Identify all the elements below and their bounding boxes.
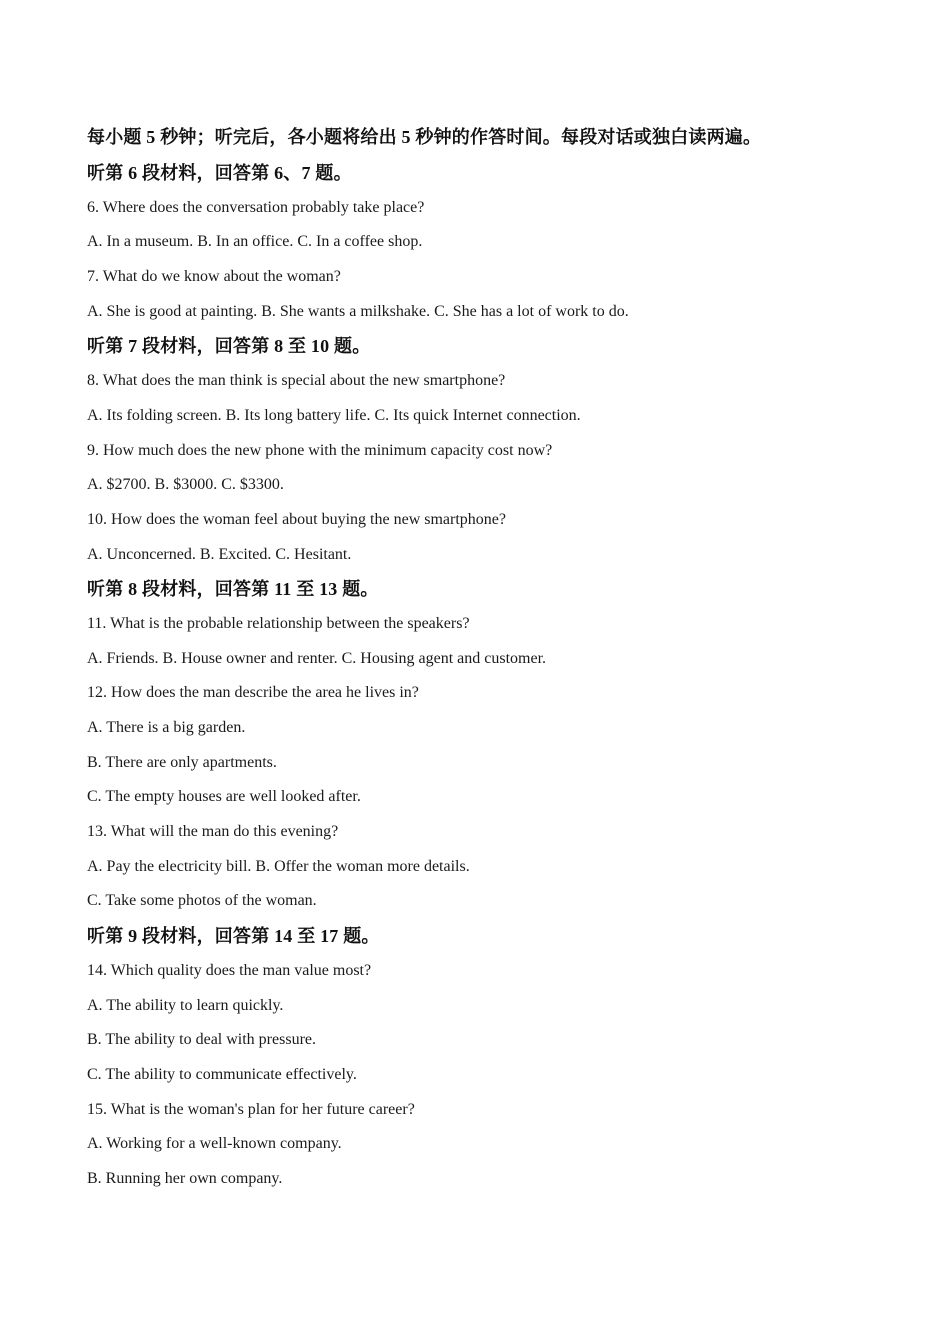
- question-9-options: A. $2700. B. $3000. C. $3300.: [87, 476, 284, 494]
- question-12-option-c: C. The empty houses are well looked after.: [87, 788, 361, 806]
- question-8-options: A. Its folding screen. B. Its long battery life. C. Its quick Internet connection.: [87, 406, 581, 424]
- question-12: 12. How does the man describe the area he lives in?: [87, 684, 419, 702]
- question-14: 14. Which quality does the man value most?: [87, 961, 372, 979]
- question-11: 11. What is the probable relationship between the speakers?: [87, 614, 470, 632]
- question-15-option-b: B. Running her own company.: [87, 1169, 283, 1187]
- section-heading-14-17: 听第 9 段材料，回答第 14 至 17 题。: [87, 926, 380, 947]
- question-12-option-a: A. There is a big garden.: [87, 719, 246, 736]
- question-7-options: A. She is good at painting. B. She wants a milkshake. C. She has a lot of work to do.: [87, 302, 629, 320]
- question-15-option-a: A. Working for a well-known company.: [87, 1135, 342, 1153]
- question-13-options-ab: A. Pay the electricity bill. B. Offer the woman more details.: [87, 857, 470, 875]
- question-14-option-a: A. The ability to learn quickly.: [87, 996, 284, 1014]
- question-14-option-c: C. The ability to communicate effectively.: [87, 1065, 357, 1083]
- question-13: 13. What will the man do this evening?: [87, 823, 339, 841]
- section-heading-11-13: 听第 8 段材料，回答第 11 至 13 题。: [87, 579, 379, 600]
- question-10-options: A. Unconcerned. B. Excited. C. Hesitant.: [87, 545, 352, 563]
- question-12-option-b: B. There are only apartments.: [87, 753, 277, 771]
- question-6: 6. Where does the conversation probably take place?: [87, 198, 425, 216]
- question-6-options: A. In a museum. B. In an office. C. In a coffee shop.: [87, 233, 423, 251]
- instruction-text: 每小题 5 秒钟；听完后，各小题将给出 5 秒钟的作答时间。每段对话或独白读两遍。: [87, 127, 762, 147]
- question-7: 7. What do we know about the woman?: [87, 268, 341, 286]
- question-8: 8. What does the man think is special about the new smartphone?: [87, 372, 506, 390]
- document-page: [87, 120, 887, 1197]
- question-13-option-c: C. Take some photos of the woman.: [87, 892, 317, 910]
- section-heading-6-7: 听第 6 段材料，回答第 6、7 题。: [87, 163, 352, 183]
- question-14-option-b: B. The ability to deal with pressure.: [87, 1031, 316, 1049]
- question-11-options: A. Friends. B. House owner and renter. C. Housing agent and customer.: [87, 649, 547, 667]
- question-15: 15. What is the woman's plan for her future career?: [87, 1100, 415, 1118]
- question-10: 10. How does the woman feel about buying the new smartphone?: [87, 510, 507, 528]
- question-9: 9. How much does the new phone with the minimum capacity cost now?: [87, 441, 553, 459]
- section-heading-8-10: 听第 7 段材料，回答第 8 至 10 题。: [87, 336, 371, 357]
